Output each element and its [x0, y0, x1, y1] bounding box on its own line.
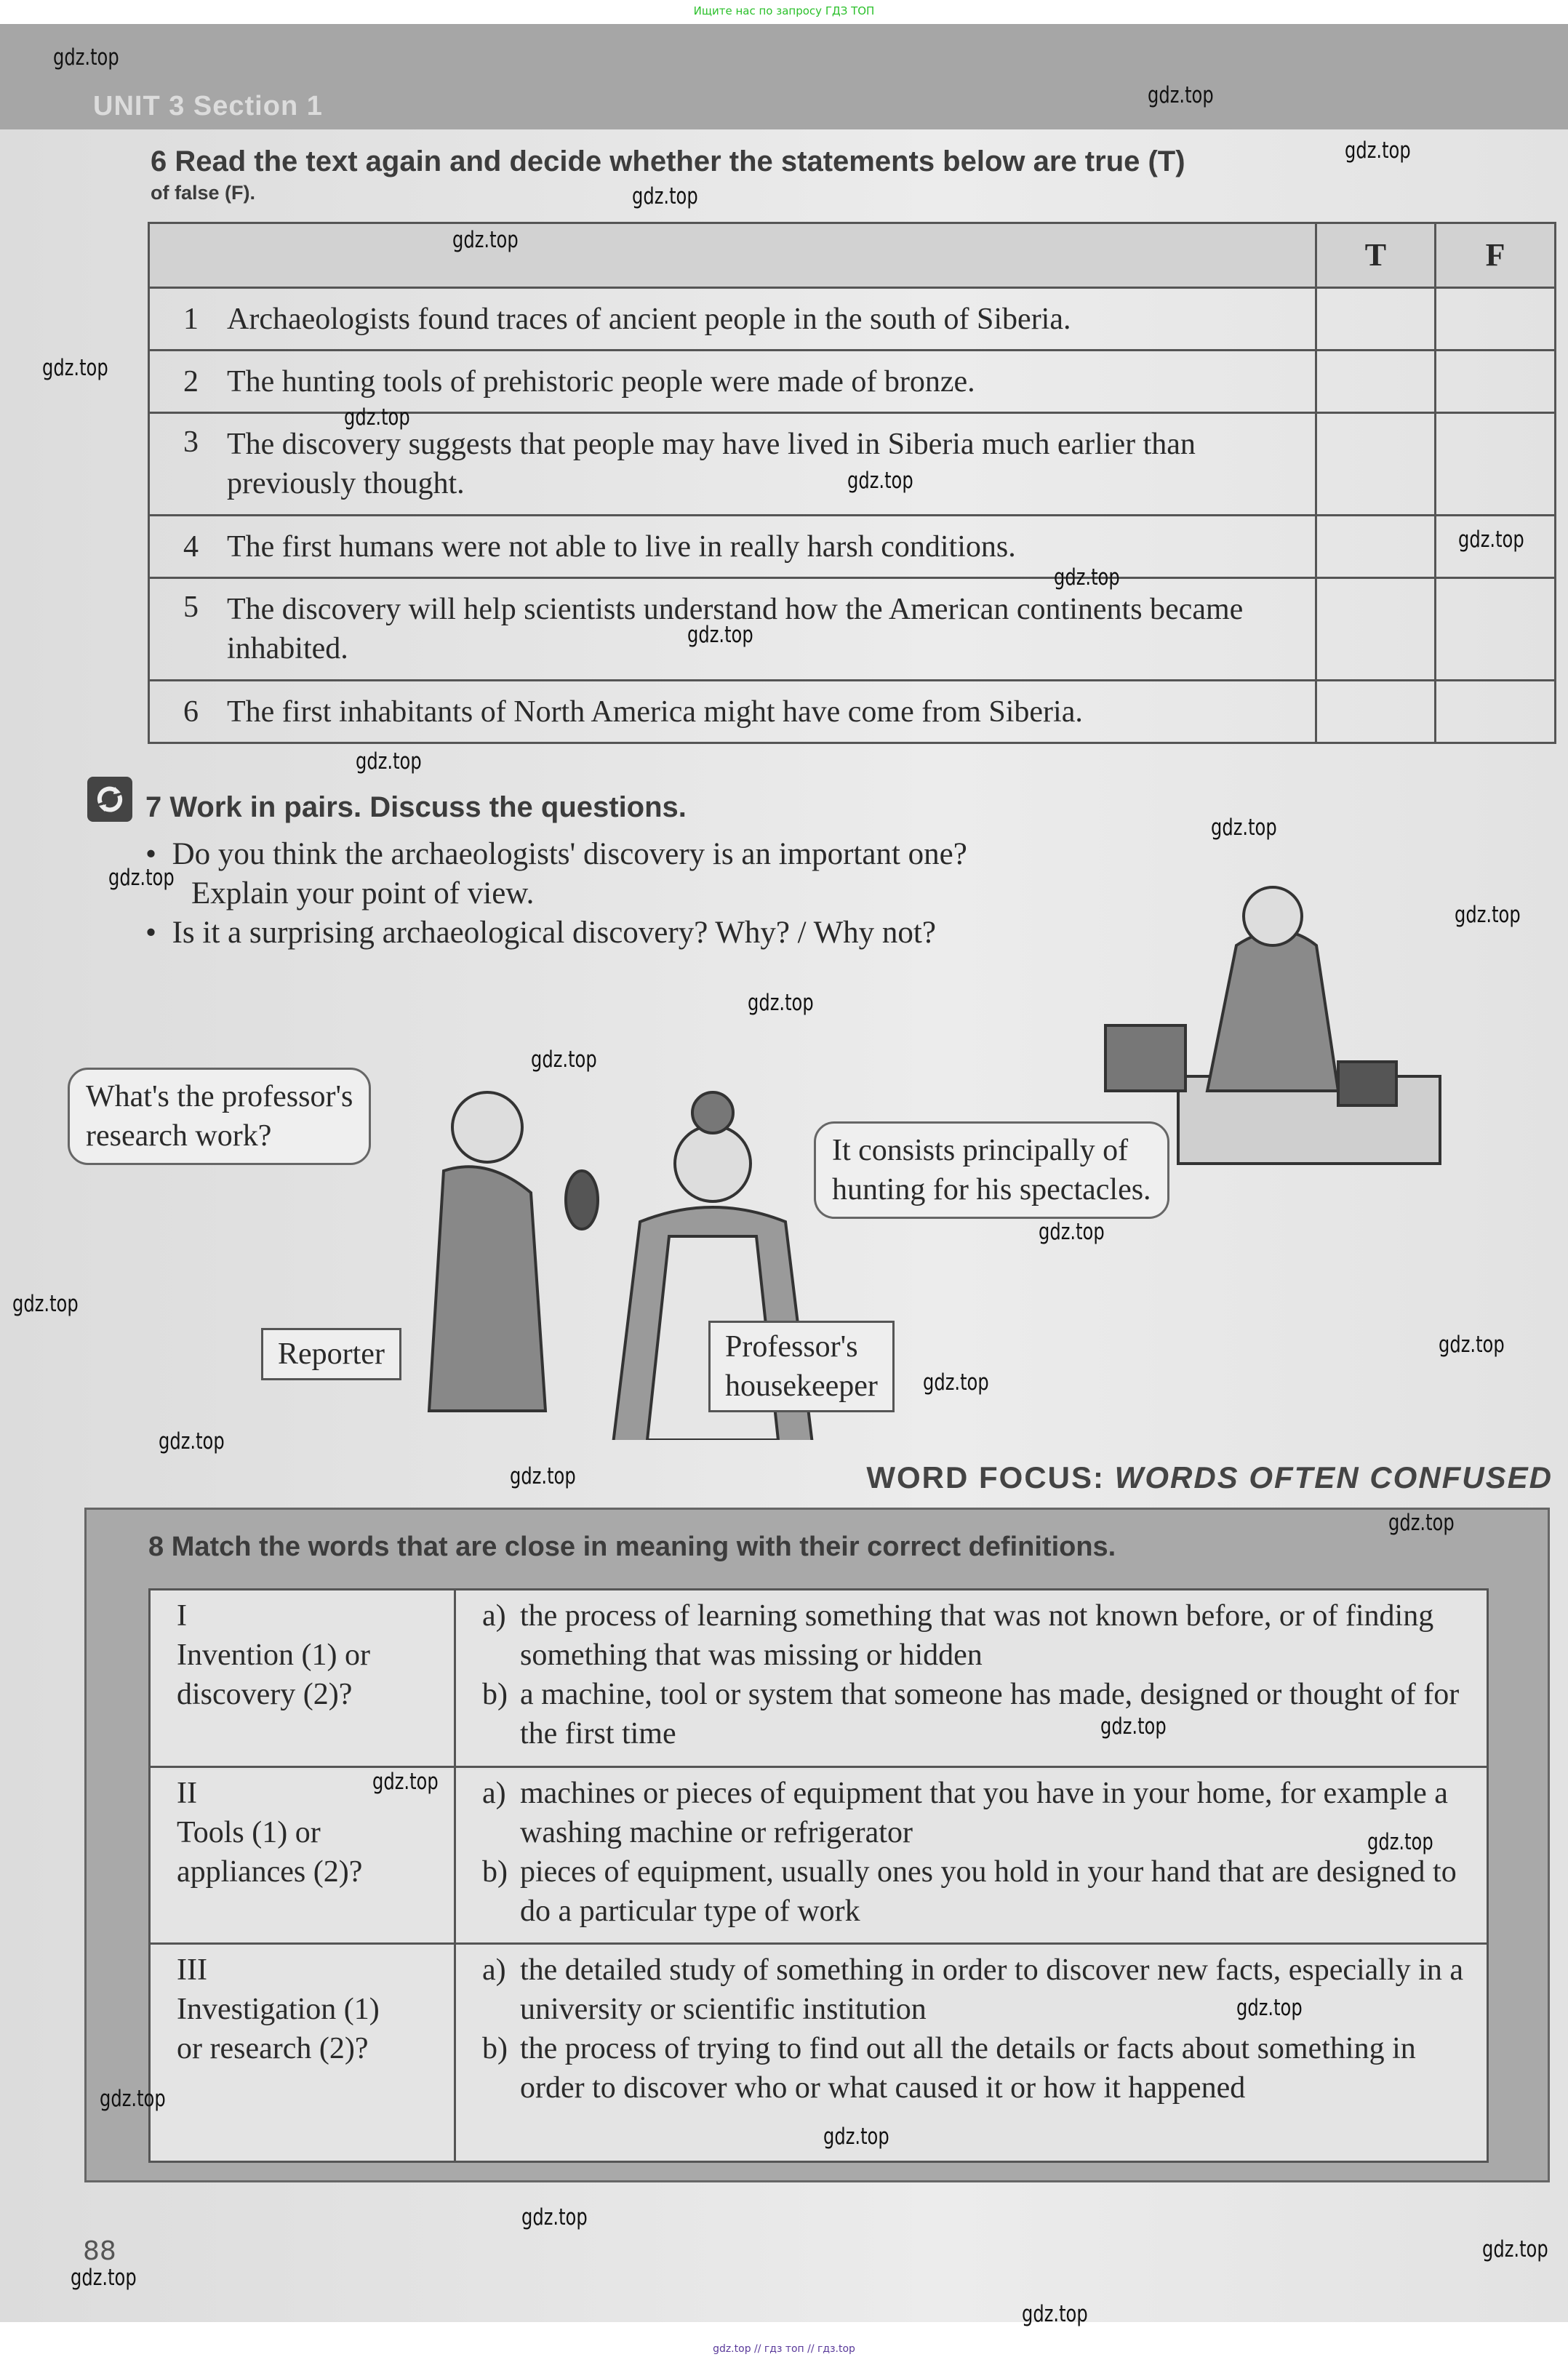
watermark: gdz.top	[631, 183, 698, 209]
watermark: gdz.top	[372, 1769, 439, 1796]
watermark: gdz.top	[1457, 527, 1524, 553]
watermark: gdz.top	[1345, 137, 1411, 164]
speech-bubble-reporter: What's the professor's research work?	[68, 1068, 371, 1165]
watermark: gdz.top	[158, 1428, 225, 1454]
top-banner-note[interactable]: Ищите нас по запросу ГДЗ ТОП	[693, 4, 875, 17]
watermark: gdz.top	[823, 2123, 889, 2150]
group-number: III	[177, 1953, 207, 1987]
statement: Archaeologists found traces of ancient people in the south of Siberia.	[227, 302, 1071, 336]
answer-t-cell[interactable]	[1316, 516, 1436, 578]
watermark: gdz.top	[1236, 1995, 1303, 2022]
answer-f-cell[interactable]	[1436, 351, 1556, 413]
statement: The discovery will help scientists understand how the American continents became inhabited.	[227, 593, 1244, 665]
definition-b: b) the process of trying to find out all the details or facts about something in order to discover who or what caused it or how it happened	[482, 2032, 1416, 2105]
col-false: F	[1436, 223, 1556, 288]
word-pair: appliances (2)?	[177, 1855, 363, 1889]
row-number: 6	[183, 695, 199, 729]
speech-bubble-housekeeper: It consists principally of hunting for his spectacles.	[814, 1121, 1169, 1219]
watermark: gdz.top	[1438, 1332, 1505, 1358]
answer-f-cell[interactable]	[1436, 288, 1556, 351]
watermark: gdz.top	[71, 2265, 137, 2292]
watermark: gdz.top	[847, 468, 913, 495]
group-number: I	[177, 1599, 187, 1633]
row-number: 4	[183, 529, 199, 564]
watermark: gdz.top	[509, 1462, 576, 1489]
unit-title: UNIT 3 Section 1	[93, 91, 323, 121]
table-row	[149, 288, 1556, 351]
answer-f-cell[interactable]	[1436, 578, 1556, 681]
housekeeper-label: Professor's housekeeper	[708, 1321, 895, 1412]
watermark: gdz.top	[687, 621, 753, 648]
watermark: gdz.top	[1481, 2236, 1548, 2262]
watermark: gdz.top	[12, 1291, 79, 1318]
table-row	[150, 1590, 1488, 1767]
definition-a: a) the process of learning something that was not known before, or of finding something that was missing or hidden	[482, 1599, 1434, 1672]
ex6-title-cont: of false (F).	[151, 182, 256, 204]
watermark: gdz.top	[1388, 1509, 1455, 1536]
watermark: gdz.top	[356, 748, 422, 775]
table-row	[149, 681, 1556, 743]
ex8-title: 8 Match the words that are close in meaning with their correct definitions.	[148, 1532, 1116, 1562]
watermark: gdz.top	[1100, 1713, 1167, 1740]
answer-t-cell[interactable]	[1316, 578, 1436, 681]
row-number: 5	[183, 591, 199, 624]
watermark: gdz.top	[452, 226, 519, 253]
watermark: gdz.top	[52, 44, 119, 71]
footer-note[interactable]: gdz.top // гдз топ // гдз.top	[713, 2343, 855, 2355]
pair-work-icon	[87, 777, 132, 822]
table-row	[149, 516, 1556, 578]
table-row	[149, 578, 1556, 681]
watermark: gdz.top	[1455, 902, 1521, 929]
ex8-box	[84, 1508, 1550, 2182]
row-number: 3	[183, 425, 199, 459]
watermark: gdz.top	[108, 864, 175, 891]
page-number: 88	[83, 2236, 116, 2266]
definitions-table	[148, 1588, 1489, 2163]
watermark: gdz.top	[42, 354, 108, 381]
bullet-item: • Is it a surprising archaeological discovery? Why? / Why not?	[145, 916, 936, 950]
watermark: gdz.top	[1210, 815, 1277, 841]
word-focus-heading: WORD FOCUS: WORDS OFTEN CONFUSED	[866, 1460, 1553, 1494]
statement: The first inhabitants of North America might have come from Siberia.	[227, 695, 1083, 729]
bullet-item-cont: Explain your point of view.	[191, 876, 535, 911]
watermark: gdz.top	[521, 2204, 588, 2231]
definition-a: a) machines or pieces of equipment that you have in your home, for example a washing machine or refrigerator	[482, 1777, 1448, 1849]
watermark: gdz.top	[343, 404, 410, 431]
statement: The first humans were not able to live in really harsh conditions.	[227, 529, 1016, 564]
definition-b: b) a machine, tool or system that someone has made, designed or thought of for the first time	[482, 1678, 1460, 1750]
bullet-item: • Do you think the archaeologists' discovery is an important one?	[145, 837, 967, 871]
statement: The discovery suggests that people may have lived in Siberia much earlier than previously thought.	[227, 428, 1196, 500]
reporter-label: Reporter	[261, 1328, 401, 1380]
watermark: gdz.top	[530, 1047, 597, 1073]
watermark: gdz.top	[1039, 1218, 1105, 1245]
watermark: gdz.top	[1022, 2301, 1089, 2328]
answer-f-cell[interactable]	[1436, 681, 1556, 743]
word-pair: Invention (1) or	[177, 1638, 370, 1672]
watermark: gdz.top	[1367, 1829, 1433, 1856]
ex6-title: 6 Read the text again and decide whether the statements below are true (T)	[151, 145, 1185, 177]
definition-b: b) pieces of equipment, usually ones you hold in your hand that are designed to do a particular type of work	[482, 1855, 1457, 1928]
watermark: gdz.top	[748, 989, 814, 1016]
table-row	[150, 1767, 1488, 1944]
col-true: T	[1316, 223, 1436, 288]
word-pair: or research (2)?	[177, 2032, 369, 2065]
word-pair: discovery (2)?	[177, 1678, 353, 1711]
watermark: gdz.top	[922, 1369, 989, 1396]
row-number: 2	[183, 364, 199, 399]
statement: The hunting tools of prehistoric people were made of bronze.	[227, 364, 975, 399]
reporter-figure	[429, 1092, 598, 1411]
answer-t-cell[interactable]	[1316, 351, 1436, 413]
definition-a: a) the detailed study of something in order to discover new facts, especially in a university or scientific institution	[482, 1953, 1463, 2026]
ex7-title: 7 Work in pairs. Discuss the questions.	[145, 791, 687, 823]
watermark: gdz.top	[1054, 564, 1120, 591]
answer-t-cell[interactable]	[1316, 413, 1436, 516]
row-number: 1	[183, 302, 199, 336]
table-row	[149, 351, 1556, 413]
answer-f-cell[interactable]	[1436, 413, 1556, 516]
watermark: gdz.top	[99, 2085, 166, 2112]
watermark: gdz.top	[1147, 81, 1214, 108]
word-pair: Investigation (1)	[177, 1993, 380, 2026]
answer-t-cell[interactable]	[1316, 288, 1436, 351]
group-number: II	[177, 1777, 197, 1810]
word-pair: Tools (1) or	[177, 1816, 321, 1849]
answer-t-cell[interactable]	[1316, 681, 1436, 743]
table-row	[150, 1944, 1488, 2162]
